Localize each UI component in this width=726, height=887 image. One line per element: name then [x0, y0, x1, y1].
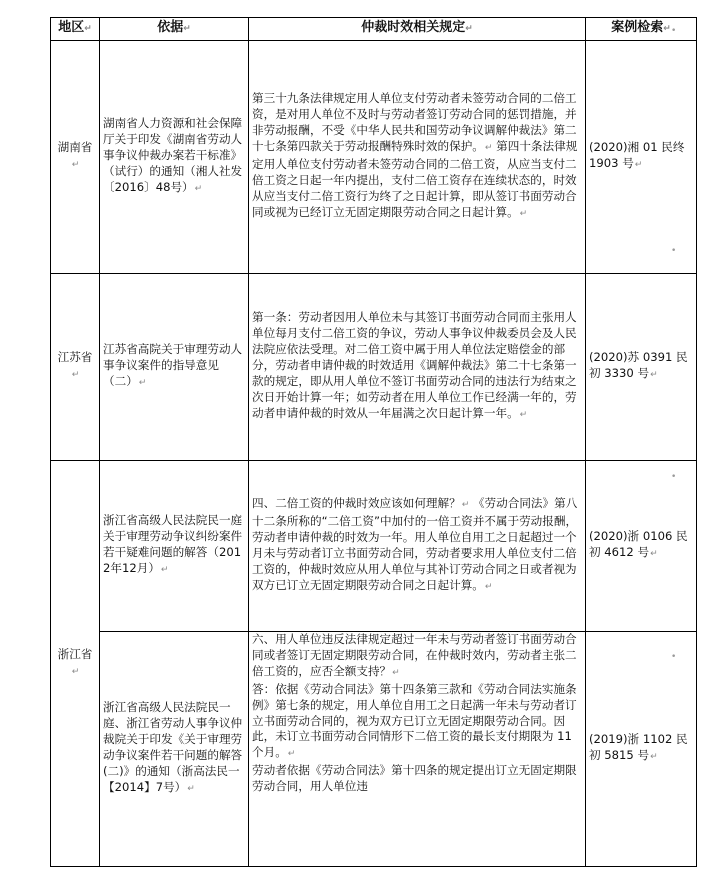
rule-cell: [249, 461, 586, 632]
row-end-mark: •: [671, 26, 677, 36]
case-cell: (2019)浙 1102 民初 5815 号↵: [586, 632, 697, 867]
region-cell: 浙江省↵: [51, 461, 100, 867]
rule-cell: [249, 274, 586, 461]
header-basis: 依据↵: [100, 18, 249, 41]
header-rule: 仲裁时效相关规定↵: [249, 18, 586, 41]
rule-paragraph: 六、用人单位违反法律规定超过一年未与劳动者签订书面劳动合同或者签订无固定期限劳动合同，在仲裁时效内，劳动者主张二倍工资的，应否全额支持？↵: [252, 632, 577, 678]
region-cell: 湖南省↵: [51, 41, 100, 274]
basis-cell: 江苏省高院关于审理劳动人事争议案件的指导意见（二）↵: [100, 274, 249, 461]
basis-cell: 浙江省高级人民法院民一庭、浙江省劳动人事争议仲裁院关于印发《关于审理劳动争议案件若干问题的解答(二)》的通知（浙高法民一【2014】7号）↵: [100, 632, 249, 867]
header-region: 地区↵: [51, 18, 100, 41]
rule-paragraph: 第四十条法律规定用人单位支付劳动者未签劳动合同的二倍工资，从应当支付二倍工资之日起一年内提出，支付二倍工资存在连续状态的，时效从应当支付二倍工资行为终了之日起计算，即从签订书面劳动合同或视为已经订立无固定期限劳动合同之日起计算。↵: [252, 139, 578, 219]
row-end-mark: •: [671, 472, 677, 482]
row-end-mark: •: [671, 652, 677, 662]
rule-cell: [249, 41, 586, 274]
table-row: [51, 41, 697, 274]
rule-paragraph: 第三十九条法律规定用人单位支付劳动者未签劳动合同的二倍工资，是对用人单位不及时与劳动者签订劳动合同的惩罚措施，并非劳动报酬，不受《中华人民共和国劳动争议调解仲裁法》第二十七条第四款关于劳动报酬特殊时效的保护。↵: [252, 91, 577, 154]
rule-cell: [249, 632, 586, 867]
table-row: [51, 632, 697, 867]
basis-cell: 湖南省人力资源和社会保障厅关于印发《湖南省劳动人事争议仲裁办案若干标准》（试行）的通知（湘人社发〔2016〕48号）↵: [100, 41, 249, 274]
header-row: [51, 18, 697, 41]
row-end-mark: •: [671, 246, 677, 256]
rule-paragraph: 第一条：劳动者因用人单位未与其签订书面劳动合同而主张用人单位每月支付二倍工资的争议，劳动人事争议仲裁委员会及人民法院应依法受理。对二倍工资中属于用人单位法定赔偿金的部分，劳动者申请仲裁的时效适用《调解仲裁法》第二十七条第一款的规定，即从用人单位不签订书面劳动合同的违法行为结束之次日开始计算一年；如劳动者在用人单位工作已经满一年的，劳动者申请仲裁的时效从一年届满之次日起计算一年。↵: [252, 310, 577, 420]
header-case: 案例检索↵: [586, 18, 697, 41]
case-cell: (2020)苏 0391 民初 3330 号↵: [586, 274, 697, 461]
table-row: [51, 274, 697, 461]
table-row: [51, 461, 697, 632]
rule-paragraph: 答：依据《劳动合同法》第十四条第三款和《劳动合同法实施条例》第七条的规定，用人单位自用工之日起满一年未与劳动者订立书面劳动合同的，视为双方已订立无固定期限劳动合同。因此，未订立书面劳动合同情形下二倍工资的最长支付期限为 11 个月。↵: [252, 681, 577, 760]
case-cell: (2020)浙 0106 民初 4612 号↵: [586, 461, 697, 632]
rule-paragraph: 劳动者依据《劳动合同法》第十四条的规定提出订立无固定期限劳动合同，用人单位违: [252, 763, 577, 794]
case-cell: (2020)湘 01 民终 1903 号↵: [586, 41, 697, 274]
rule-paragraph: 《劳动合同法》第八十二条所称的“二倍工资”中加付的一倍工资并不属于劳动报酬，劳动者申请仲裁的时效为一年。用人单位自用工之日起超过一个月未与劳动者订立书面劳动合同，劳动者要求用人单位支付二倍工资的，仲裁时效应从用人单位与其补订劳动合同之日或者视为双方已订立无固定期限劳动合同之日起计算。↵: [252, 496, 578, 592]
region-cell: 江苏省↵: [51, 274, 100, 461]
rule-paragraph: 四、二倍工资的仲裁时效应该如何理解？↵: [252, 496, 470, 511]
basis-cell: 浙江省高级人民法院民一庭关于审理劳动争议纠纷案件若干疑难问题的解答（2012年12月）↵: [100, 461, 249, 632]
arbitration-table: [50, 17, 697, 867]
